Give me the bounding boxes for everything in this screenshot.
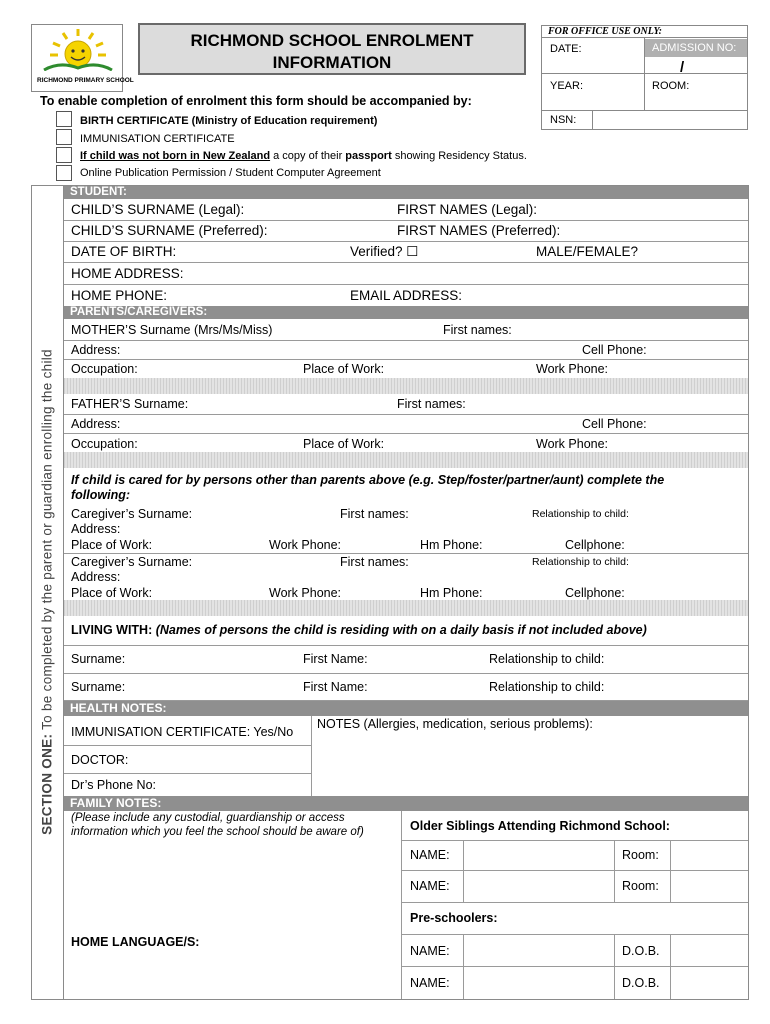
sibling2-name: NAME: bbox=[410, 879, 450, 893]
immunisation-certificate: IMMUNISATION CERTIFICATE: Yes/No bbox=[71, 725, 294, 739]
caregiver2-hm-phone: Hm Phone: bbox=[420, 586, 483, 600]
preschooler1-dob: D.O.B. bbox=[622, 944, 660, 958]
father-cell-phone: Cell Phone: bbox=[582, 417, 647, 431]
mother-surname: MOTHER’S Surname (Mrs/Ms/Miss) bbox=[71, 323, 273, 337]
living1-first-name: First Name: bbox=[303, 652, 368, 666]
living2-relationship: Relationship to child: bbox=[489, 680, 605, 694]
office-year-label: YEAR: bbox=[550, 80, 584, 92]
check-online-permission: Online Publication Permission / Student Computer Agreement bbox=[80, 167, 381, 179]
caregiver-intro-line2: following: bbox=[71, 488, 131, 502]
nsn-box bbox=[541, 110, 748, 130]
living1-relationship: Relationship to child: bbox=[489, 652, 605, 666]
check-immunisation: IMMUNISATION CERTIFICATE bbox=[80, 133, 235, 145]
father-address: Address: bbox=[71, 417, 121, 431]
preschooler1-name: NAME: bbox=[410, 944, 450, 958]
caregiver2-work-phone: Work Phone: bbox=[269, 586, 342, 600]
home-languages: HOME LANGUAGE/S: bbox=[71, 935, 200, 949]
caregiver2-cellphone: Cellphone: bbox=[565, 586, 625, 600]
doctor: DOCTOR: bbox=[71, 753, 129, 767]
admission-slash: / bbox=[680, 59, 685, 76]
living1-surname: Surname: bbox=[71, 652, 126, 666]
home-phone: HOME PHONE: bbox=[71, 288, 168, 303]
title-box bbox=[138, 23, 526, 75]
home-address: HOME ADDRESS: bbox=[71, 266, 184, 281]
caregiver2-first-names: First names: bbox=[340, 555, 409, 569]
checkbox-immunisation[interactable] bbox=[56, 129, 72, 145]
father-work-phone: Work Phone: bbox=[536, 437, 609, 451]
page-title-line1: RICHMOND SCHOOL ENROLMENT bbox=[190, 31, 474, 50]
logo bbox=[31, 24, 134, 92]
email-address: EMAIL ADDRESS: bbox=[350, 288, 463, 303]
preschooler2-dob: D.O.B. bbox=[622, 976, 660, 990]
living-with-heading: LIVING WITH: (Names of persons the child is residing with on a daily basis if not included above) bbox=[71, 623, 647, 637]
sibling2-room: Room: bbox=[622, 879, 659, 893]
doctors-phone: Dr’s Phone No: bbox=[71, 778, 156, 792]
family-note-line1: (Please include any custodial, guardianship or access bbox=[71, 812, 345, 824]
caregiver1-work-phone: Work Phone: bbox=[269, 538, 342, 552]
caregiver-intro-line1: If child is cared for by persons other than parents above (e.g. Step/foster/partner/aunt) complete the bbox=[71, 473, 665, 487]
sun-logo-icon bbox=[42, 27, 114, 71]
nsn-label: NSN: bbox=[550, 114, 577, 126]
caregiver1-first-names: First names: bbox=[340, 507, 409, 521]
caregiver2-relationship: Relationship to child: bbox=[532, 556, 629, 568]
sibling1-name: NAME: bbox=[410, 848, 450, 862]
father-first-names: First names: bbox=[397, 397, 466, 411]
father-place-of-work: Place of Work: bbox=[303, 437, 385, 451]
mother-address: Address: bbox=[71, 343, 121, 357]
checkbox-passport[interactable] bbox=[56, 147, 72, 163]
caregiver1-surname: Caregiver’s Surname: bbox=[71, 507, 193, 521]
admission-no-label: ADMISSION NO: bbox=[652, 42, 737, 54]
office-use-title: FOR OFFICE USE ONLY: bbox=[548, 26, 663, 37]
student-heading: STUDENT: bbox=[64, 186, 748, 199]
caregiver1-address: Address: bbox=[71, 522, 121, 536]
family-note-line2: information which you feel the school should be aware of) bbox=[71, 826, 364, 838]
office-date-label: DATE: bbox=[550, 43, 582, 55]
older-siblings-heading: Older Siblings Attending Richmond School: bbox=[410, 819, 670, 833]
caregiver1-place-of-work: Place of Work: bbox=[71, 538, 153, 552]
logo-text: RICHMOND PRIMARY SCHOOL bbox=[37, 77, 134, 84]
mother-place-of-work: Place of Work: bbox=[303, 362, 385, 376]
caregiver2-address: Address: bbox=[71, 570, 121, 584]
mother-first-names: First names: bbox=[443, 323, 512, 337]
mother-cell-phone: Cell Phone: bbox=[582, 343, 647, 357]
first-names-preferred: FIRST NAMES (Preferred): bbox=[397, 223, 561, 238]
caregiver1-relationship: Relationship to child: bbox=[532, 508, 629, 520]
father-surname: FATHER’S Surname: bbox=[71, 397, 189, 411]
preschooler2-name: NAME: bbox=[410, 976, 450, 990]
first-names-legal: FIRST NAMES (Legal): bbox=[397, 202, 538, 217]
health-notes-heading: HEALTH NOTES: bbox=[64, 701, 748, 716]
family-notes-heading: FAMILY NOTES: bbox=[64, 796, 748, 811]
checkbox-online-permission[interactable] bbox=[56, 165, 72, 181]
dob-verified: Verified? ☐ bbox=[350, 244, 419, 259]
page-title-line2: INFORMATION bbox=[272, 53, 392, 72]
caregiver1-hm-phone: Hm Phone: bbox=[420, 538, 483, 552]
child-surname-preferred: CHILD’S SURNAME (Preferred): bbox=[71, 223, 268, 238]
caregiver2-place-of-work: Place of Work: bbox=[71, 586, 153, 600]
father-occupation: Occupation: bbox=[71, 437, 138, 451]
living2-surname: Surname: bbox=[71, 680, 126, 694]
date-of-birth: DATE OF BIRTH: bbox=[71, 244, 177, 259]
check-passport: If child was not born in New Zealand a copy of their passport showing Residency Status. bbox=[80, 150, 527, 162]
sibling1-room: Room: bbox=[622, 848, 659, 862]
office-room-label: ROOM: bbox=[652, 80, 690, 92]
office-use-box bbox=[541, 25, 748, 111]
health-notes-allergies: NOTES (Allergies, medication, serious problems): bbox=[317, 717, 593, 731]
caregiver2-surname: Caregiver’s Surname: bbox=[71, 555, 193, 569]
check-birth-certificate: BIRTH CERTIFICATE (Ministry of Education requirement) bbox=[80, 115, 378, 127]
child-surname-legal: CHILD’S SURNAME (Legal): bbox=[71, 202, 245, 217]
intro-text: To enable completion of enrolment this form should be accompanied by: bbox=[40, 94, 472, 108]
male-female: MALE/FEMALE? bbox=[536, 244, 639, 259]
mother-work-phone: Work Phone: bbox=[536, 362, 609, 376]
living2-first-name: First Name: bbox=[303, 680, 368, 694]
preschoolers-heading: Pre-schoolers: bbox=[410, 911, 498, 925]
caregiver1-cellphone: Cellphone: bbox=[565, 538, 625, 552]
checkbox-birth-certificate[interactable] bbox=[56, 111, 72, 127]
parents-heading: PARENTS/CAREGIVERS: bbox=[64, 306, 748, 319]
mother-occupation: Occupation: bbox=[71, 362, 138, 376]
